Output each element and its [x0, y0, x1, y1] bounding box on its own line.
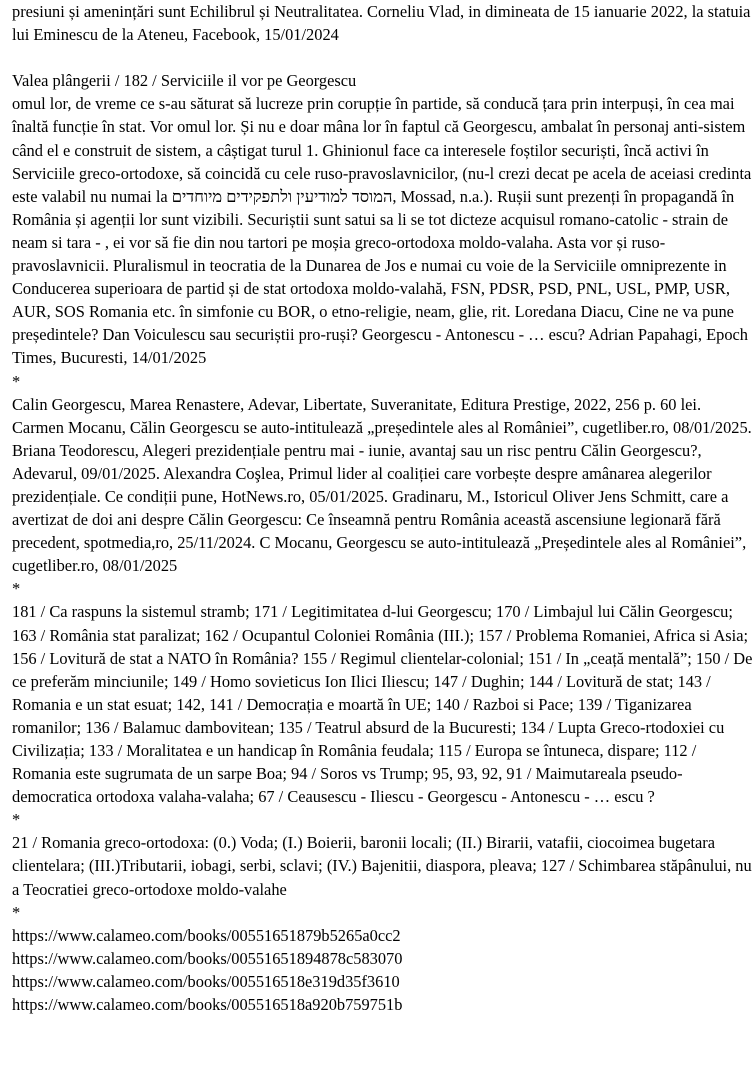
- separator-asterisk: *: [12, 579, 21, 599]
- article-heading: Valea plângerii / 182 / Serviciile il vor pe Georgescu: [12, 71, 357, 91]
- intro-paragraph: presiuni și amenințări sunt Echilibrul și Neutralitatea. Corneliu Vlad, in dimineata de 15 ianuarie 2022, la statuia lui Eminescu de la Ateneu, Facebook, 15/01/2024: [12, 2, 751, 45]
- calameo-link[interactable]: https://www.calameo.com/books/005516518a920b759751b: [12, 995, 403, 1015]
- classes-paragraph: 21 / Romania greco-ortodoxa: (0.) Voda; (I.) Boierii, baronii locali; (II.) Birarii, vatafii, ciocoimea bugetara clientelara; (III.)Tributarii, iobagi, serbi, sclavi; (IV.) Bajenitii, diaspora, pleava; 127 / Schimbarea stăpânului, nu a Teocratiei greco-ortodoxe moldo-valahe: [12, 833, 752, 899]
- hebrew-agency-name: המוסד למודיעין ולתפקידים מיוחדים: [171, 186, 393, 206]
- index-list-paragraph: 181 / Ca raspuns la sistemul stramb; 171 / Legitimitatea d-lui Georgescu; 170 / Limbajul lui Călin Georgescu; 163 / România stat paralizat; 162 / Ocupantul Coloniei România (III.); 157 / Problema Romaniei, Africa si Asia; 156 / Lovitură de stat a NATO în România? 155 / Regimul clientelar-colonial; 151 / In „ceață mentală”; 150 / De ce preferăm minciunile; 149 / Homo sovieticus Ion Ilici Iliescu; 147 / Dughin; 144 / Lovitură de stat; 143 / Romania e un stat esuat; 142, 141 / Democrația e moartă în UE; 140 / Razboi si Pace; 139 / Tiganizarea romanilor; 136 / Balamuc dambovitean; 135 / Teatrul absurd de la Bucuresti; 134 / Lupta Greco-rtodoxiei cu Civilizația; 133 / Moralitatea e un handicap în România feudala; 115 / Europa se întuneca, dispare; 112 / Romania este sugrumata de un sarpe Boa; 94 / Soros vs Trump; 95, 93, 92, 91 / Maimutareala pseudo-democratica ortodoxa valaha-valaha; 67 / Ceausescu - Iliescu - Georgescu - Antonescu - … escu ?: [12, 602, 753, 807]
- calameo-link[interactable]: https://www.calameo.com/books/005516518e319d35f3610: [12, 971, 400, 991]
- calameo-link[interactable]: https://www.calameo.com/books/00551651879b5265a0cc2: [12, 925, 401, 945]
- separator-asterisk: *: [12, 810, 21, 830]
- separator-asterisk: *: [12, 371, 21, 391]
- article-body-part2: , Mossad, n.a.). Rușii sunt prezenți în propagandă în România și agenții lor sunt vizibili. Securiștii sunt satui sa li se tot dicteze acquisul romano-catolic - strain de neam si tara - , ei vor să fie din nou tartori pe moșia greco-ortodoxa moldo-valaha. Asta vor și ruso-pravoslavnicii. Pluralismul in teocratia de la Dunarea de Jos e numai cu voie de la Serviciile omniprezente in Conducerea superioara de partid și de stat ortodoxa moldo-valahă, FSN, PDSR, PSD, PNL, USL, PMP, USR, AUR, SOS Romania etc. în simfonie cu BOR, o etno-religie, neam, glie, rit. Loredana Diacu, Cine ne va pune președintele? Dan Voiculescu sau securiștii pro-ruși? Georgescu - Antonescu - … escu? Adrian Papahagi, Epoch Times, Bucuresti, 14/01/2025: [12, 186, 748, 368]
- blank-line: [12, 46, 754, 69]
- links-list: [12, 924, 754, 1016]
- separator-asterisk: *: [12, 902, 21, 922]
- references-paragraph: Calin Georgescu, Marea Renastere, Adevar, Libertate, Suveranitate, Editura Prestige, 2022, 256 p. 60 lei. Carmen Mocanu, Călin Georgescu se auto-intitulează „președintele ales al României”, cugetliber.ro, 08/01/2025. Briana Teodorescu, Alegeri prezidențiale pentru mai - iunie, avantaj sau un risc pentru Călin Georgescu?, Adevarul, 09/01/2025. Alexandra Coşlea, Primul lider al coaliției care vorbește despre amânarea alegerilor prezidențiale. Ce condiții pune, HotNews.ro, 05/01/2025. Gradinaru, M., Istoricul Oliver Jens Schmitt, care a avertizat de doi ani despre Călin Georgescu: Ce înseamnă pentru România această ascensiune legionară fără precedent, spotmedia,ro, 25/11/2024. C Mocanu, Georgescu se auto-intitulează „Președintele ales al României”, cugetliber.ro, 08/01/2025: [12, 394, 752, 576]
- article-body: [12, 92, 754, 369]
- calameo-link[interactable]: https://www.calameo.com/books/00551651894878c583070: [12, 948, 403, 968]
- article-body-part1: omul lor, de vreme ce s-au săturat să lucreze prin corupție în partide, să conducă țara prin interpuși, în cea mai înaltă funcție în stat. Vor omul lor. Și nu e doar mâna lor în faptul că Georgescu, ambalat în personaj anti-sistem când el e construit de sistem, a câștigat turul 1. Ghinionul face ca interesele foștilor securiști, încă activi în Serviciile greco-ortodoxe, să coincidă cu cele ruso-pravoslavnicilor, (nu-l crezi decat pe acela de aceiasi credinta este valabil nu numai la: [12, 94, 752, 206]
